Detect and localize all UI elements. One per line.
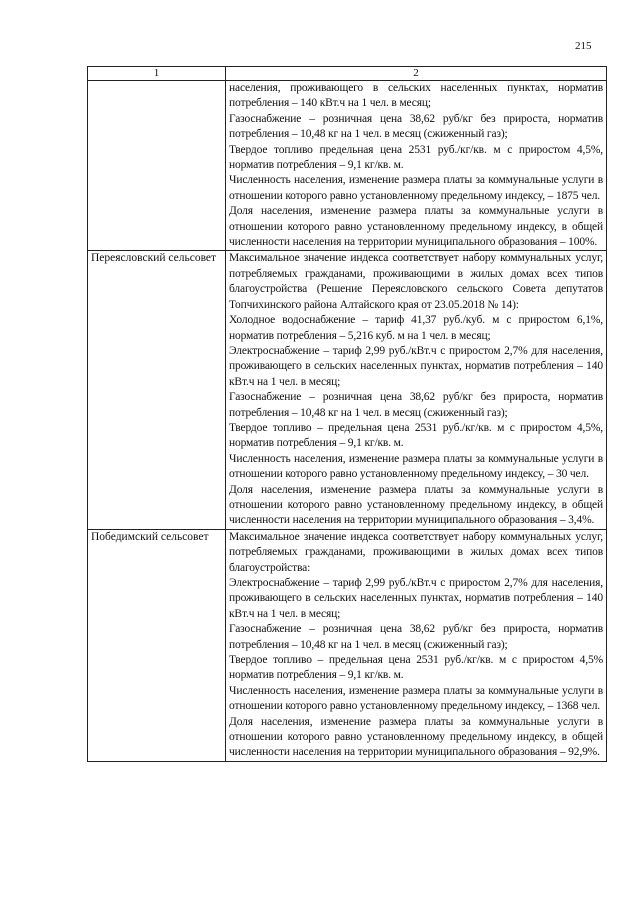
paragraph: Твердое топливо – предельная цена 2531 руб./кг/кв. м с приростом 4,5% норматив потребления – 9,1 кг/кв. м. (229, 654, 603, 682)
column-header-1: 1 (88, 67, 226, 81)
paragraph: Численность населения, изменение размера платы за коммунальные услуги в отношении которого равно установленному предельному индексу, – 1368 чел. (229, 684, 603, 713)
paragraph: Доля населения, изменение размера платы за коммунальные услуги в отношении которого равно установленному предельному индексу, в общей численности населения на территории муниципального образования – 3,4%. (229, 483, 603, 527)
table-row (88, 529, 607, 761)
municipality-cell: Победимский сельсовет (88, 529, 226, 761)
index-description-cell (226, 81, 607, 251)
paragraph: Твердое топливо предельная цена 2531 руб./кг/кв. м с приростом 4,5%, норматив потребления – 9,1 кг/кв. м. (229, 143, 603, 172)
municipality-cell: Переясловский сельсовет (88, 251, 226, 529)
index-description-cell (226, 251, 607, 529)
paragraph: населения, проживающего в сельских населенных пунктах, норматив потребления – 140 кВт.ч на 1 чел. в месяц; (229, 82, 603, 110)
paragraph: Доля населения, изменение размера платы за коммунальные услуги в отношении которого равно установленному предельному индексу, в общей численности населения на территории муниципального образования – 100%. (229, 205, 603, 249)
page-number: 215 (575, 40, 592, 52)
index-description-cell (226, 529, 607, 761)
paragraph: Электроснабжение – тариф 2,99 руб./кВт.ч с приростом 2,7% для населения, проживающего в сельских населенных пунктах, норматив потребления – 140 кВт.ч на 1 чел. в месяц; (229, 577, 603, 620)
paragraph: Численность населения, изменение размера платы за коммунальные услуги в отношении которого равно установленному предельному индексу, – 1875 чел. (229, 174, 603, 202)
paragraph: Холодное водоснабжение – тариф 41,37 руб./куб. м с приростом 6,1%, норматив потребления – 5,216 куб. м на 1 чел. в месяц; (229, 314, 603, 342)
paragraph: Газоснабжение – розничная цена 38,62 руб/кг без прироста, норматив потребления – 10,48 кг на 1 чел. в месяц (сжиженный газ); (229, 112, 603, 141)
column-header-2: 2 (226, 67, 607, 81)
paragraph: Электроснабжение – тариф 2,99 руб./кВт.ч с приростом 2,7% для населения, проживающего в сельских населенных пунктах, норматив потребления – 140 кВт.ч на 1 чел. в месяц; (229, 344, 603, 388)
municipality-index-table (87, 66, 607, 762)
municipality-cell (88, 81, 226, 251)
paragraph: Твердое топливо – предельная цена 2531 руб./кг/кв. м с приростом 4,5%, норматив потребления – 9,1 кг/кв. м. (229, 421, 603, 450)
table-row (88, 251, 607, 529)
table-header-row (88, 67, 607, 81)
paragraph: Максимальное значение индекса соответствует набору коммунальных услуг, потребляемых гражданами, проживающими в жилых домах всех типов благоустройства (Решение Переясловского сельского Совета депутатов Топчихинского района Алтайского края от 23.05.2018 № 14): (229, 252, 603, 311)
paragraph: Газоснабжение – розничная цена 38,62 руб/кг без прироста, норматив потребления – 10,48 кг на 1 чел. в месяц (сжиженный газ); (229, 391, 603, 419)
table-row (88, 81, 607, 251)
paragraph: Газоснабжение – розничная цена 38,62 руб/кг без прироста, норматив потребления – 10,48 кг на 1 чел. в месяц (сжиженный газ); (229, 623, 603, 651)
paragraph: Доля населения, изменение размера платы за коммунальные услуги в отношении которого равно установленному предельному индексу, в общей численности населения на территории муниципального образования – 92,9%. (229, 715, 603, 759)
paragraph: Максимальное значение индекса соответствует набору коммунальных услуг, потребляемых гражданами, проживающими в жилых домах всех типов благоустройства: (229, 530, 603, 574)
paragraph: Численность населения, изменение размера платы за коммунальные услуги в отношении которого равно установленному предельному индексу, – 30 чел. (229, 452, 603, 481)
